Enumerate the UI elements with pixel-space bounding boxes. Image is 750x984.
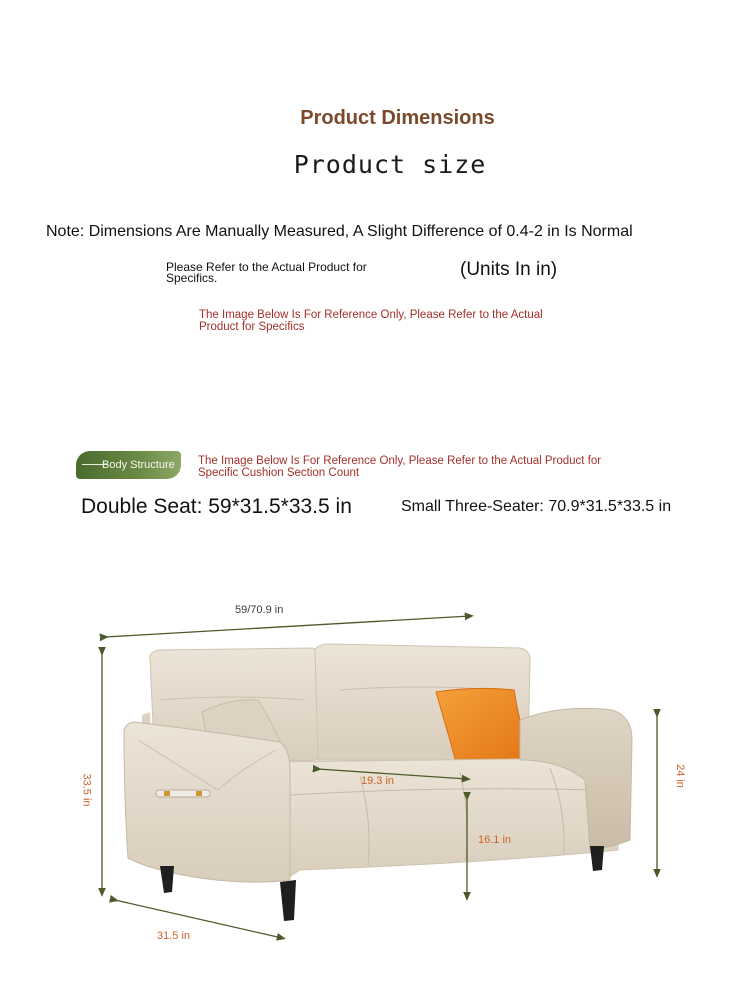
seat-base [270,758,618,880]
leg-back-left [160,866,174,893]
measurement-note: Note: Dimensions Are Manually Measured, A Slight Difference of 0.4-2 in Is Normal [46,223,633,240]
seat-height-label: 16.1 in [478,834,512,846]
badge-label: Body Structure [102,459,175,471]
page-subtitle: Product size [293,150,487,179]
seat-depth-label: 19.3 in [361,775,395,787]
reference-only-note: The Image Below Is For Reference Only, Please Refer to the Actual Product for Specifics [199,309,543,333]
units-note: (Units In in) [460,259,558,280]
leg-right [590,846,604,871]
refer-actual-note: Please Refer to the Actual Product for Specifics. [166,260,367,285]
width-label: 59/70.9 in [235,604,284,616]
double-seat-spec: Double Seat: 59*31.5*33.5 in [81,495,352,518]
cushion-note: The Image Below Is For Reference Only, Please Refer to the Actual Product for Specific Cushion Section Count [198,455,602,479]
leg-front-left [280,880,296,921]
page-title: Product Dimensions [300,107,495,129]
three-seater-spec: Small Three-Seater: 70.9*31.5*33.5 in [401,498,672,515]
arm-height-label: 24 in [673,764,686,788]
arm-left [124,722,290,882]
height-label: 33.5 in [80,773,93,807]
depth-label: 31.5 in [157,930,191,942]
